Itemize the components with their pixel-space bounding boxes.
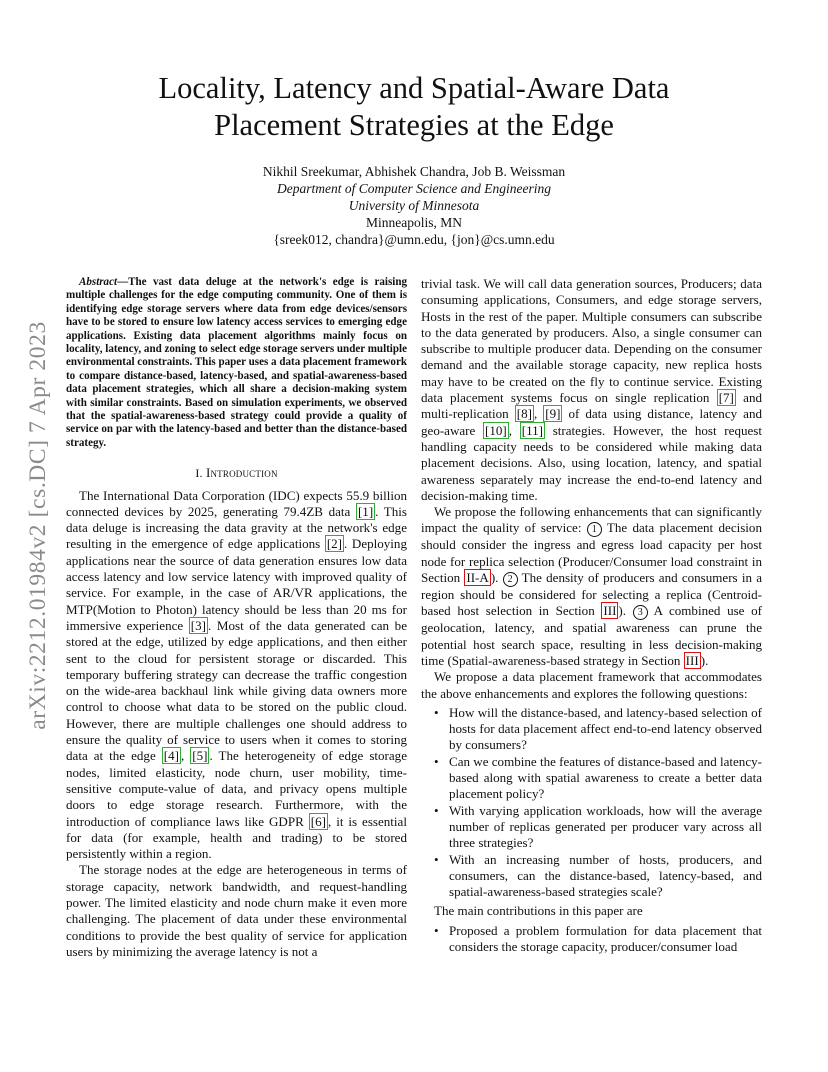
author-location: Minneapolis, MN bbox=[366, 215, 462, 230]
right-paragraph-1 bbox=[421, 276, 762, 504]
circled-number-3: 3 bbox=[633, 605, 648, 620]
text-run: of data using distance, latency and geo-aware bbox=[421, 406, 762, 438]
text-run: , bbox=[508, 422, 520, 438]
title-line-1: Locality, Latency and Spatial-Aware Data bbox=[158, 71, 670, 105]
text-run: ). bbox=[490, 570, 503, 586]
intro-paragraph-1 bbox=[66, 488, 407, 863]
citation-link[interactable]: [4] bbox=[163, 748, 179, 764]
author-university: University of Minnesota bbox=[348, 198, 480, 213]
author-department: Department of Computer Science and Engineering bbox=[276, 181, 552, 196]
abstract-body: —The vast data deluge at the network's edge is raising multiple challenges for the edge computing community. One of them is identifying edge storage servers where data from edge devices/sensors have to be stored to ensure low latency access services to emerging edge applications. Existing data placement algorithms mainly focus on locality, latency, and zoning to select edge storage servers under multiple environmental constraints. This paper uses a data placement framework to compare distance-based, latency-based, and spatial-awareness-based data placement strategies, which all share a decision-making system with similar constraints. Based on simulation experiments, we observed that the spatial-awareness-based strategy could provide a quality of service on par with the latency-based and better than the distance-based strategy. bbox=[66, 276, 407, 449]
list-item: • With an increasing number of hosts, producers, and consumers, can the distance-based, latency-based, and spatial-awareness-based strategies scale? bbox=[449, 852, 762, 901]
text-run: . Most of the data generated can be stored at the edge, utilized by edge applications, and then either sent to the cloud for persistent storage or discarded. This temporary buffering strategy can decrease the traffic congestion on the wide-area backhaul link while giving data owners more control to choose what data to be stored on the public cloud. However, there are multiple challenges one should address to ensure the quality of service to users when it comes to storing data at the edge bbox=[66, 617, 407, 764]
intro-paragraph-2: The storage nodes at the edge are heterogeneous in terms of storage capacity, network bandwidth, and request-handling power. The limited elasticity and node churn make it even more challenging. The placement of data under these environmental conditions to provide the best quality of service for application users by minimizing the average latency is not a bbox=[66, 862, 407, 959]
abstract bbox=[66, 276, 407, 450]
list-item: • Can we combine the features of distance-based and latency-based along with spatial awareness to create a better data placement policy? bbox=[449, 754, 762, 803]
text-run: , it is essential for data (for example, health and trading) to be stored persistently within a region. bbox=[66, 813, 407, 862]
circled-number-1: 1 bbox=[587, 522, 602, 537]
list-item: • With varying application workloads, how will the average number of replicas generated per producer vary across all three strategies? bbox=[449, 803, 762, 852]
right-column bbox=[421, 276, 762, 958]
citation-link[interactable]: [2] bbox=[326, 536, 343, 552]
right-paragraph-4: The main contributions in this paper are bbox=[434, 903, 643, 919]
section-link[interactable]: II-A bbox=[466, 570, 489, 586]
list-item: • How will the distance-based, and latency-based selection of hosts for data placement affect end-to-end latency observed by consumers? bbox=[449, 705, 762, 754]
citation-link[interactable]: [5] bbox=[192, 748, 208, 764]
text-run: ). bbox=[700, 652, 709, 668]
text-run: , bbox=[533, 406, 544, 422]
text-run: We propose the following enhancements that can significantly impact the quality of service: bbox=[421, 504, 762, 536]
abstract-lead: Abstract bbox=[79, 276, 118, 288]
text-run: strategies. However, the host request handling capacity needs to be considered while making data placement decisions. Also, using location, latency, and spatial awareness separately may increase the end-to-end latency and decision-making time. bbox=[421, 422, 762, 503]
left-column bbox=[66, 276, 407, 960]
right-paragraph-3: We propose a data placement framework that accommodates the above enhancements and explores the following questions: bbox=[421, 669, 762, 701]
arxiv-id: arXiv:2212.01984v2 [cs.DC] 7 Apr 2023 bbox=[24, 320, 51, 730]
author-names: Nikhil Sreekumar, Abhishek Chandra, Job B. Weissman bbox=[262, 164, 566, 179]
author-block bbox=[60, 163, 768, 248]
text-run: . The heterogeneity of edge storage nodes, limited elasticity, node churn, user mobility, time-sensitive compute-value of data, and privacy opens multiple doors to edge storage research. Furthermore, with the introduction of compliance laws like GDPR bbox=[66, 748, 407, 829]
text-run: The density of producers and consumers in a region should be considered for selecting a replica (Centroid-based host selection in Section bbox=[421, 570, 762, 619]
section-link[interactable]: III bbox=[685, 652, 699, 668]
text-run: A combined use of geolocation, latency, and spatial awareness can prune the potential host search space, resulting in less decision-making time (Spatial-awareness-based strategy in Section bbox=[421, 603, 762, 668]
list-item: • Proposed a problem formulation for data placement that considers the storage capacity, producer/consumer load bbox=[449, 923, 762, 956]
author-emails: {sreek012, chandra}@umn.edu, {jon}@cs.umn.edu bbox=[273, 232, 555, 247]
section-number: I. bbox=[195, 466, 206, 481]
paper-title bbox=[60, 70, 768, 144]
circled-number-2: 2 bbox=[503, 572, 518, 587]
section-link[interactable]: III bbox=[603, 603, 617, 619]
text-run: ). bbox=[618, 603, 633, 619]
text-run: . Deploying applications near the source of data generation ensures low data access latency and low service latency with improved quality of service. For example, in the case of AR/VR applications, the MTP(Motion to Photon) latency should be less than 20 ms for immersive experience bbox=[66, 536, 407, 633]
citation-link[interactable]: [3] bbox=[190, 617, 206, 633]
citation-link[interactable]: [10] bbox=[485, 422, 507, 438]
title-line-2: Placement Strategies at the Edge bbox=[214, 108, 614, 142]
question-list bbox=[421, 705, 762, 901]
section-title: Introduction bbox=[205, 465, 278, 481]
text-run: trivial task. We will call data generation sources, Producers; data consuming applications, Consumers, and edge storage servers, Hosts in the rest of the paper. Multiple consumers can subscribe to the data generated by producers. Also, a single consumer can subscribe to multiple producer data. Depending on the consumer demand and the available storage capacity, new replica hosts may have to be created on the fly to continue service. Existing data placement systems focus on single replication bbox=[421, 276, 762, 406]
citation-link[interactable]: [6] bbox=[310, 813, 326, 829]
section-heading-introduction bbox=[66, 465, 407, 481]
text-run: The data placement decision should consider the ingress and egress load capacity per host node for replica selection (Producer/Consumer load constraint in Section bbox=[421, 520, 762, 586]
contribution-list bbox=[421, 923, 762, 956]
text-run: , bbox=[180, 748, 191, 764]
text-run: and multi-replication bbox=[421, 390, 762, 422]
text-run: . This data deluge is increasing the data gravity at the network's edge resulting in the emergence of edge applications bbox=[66, 503, 407, 552]
text-run: The International Data Corporation (IDC) expects 55.9 billion connected devices by 2025, generating 79.4ZB data bbox=[66, 487, 407, 519]
arxiv-watermark bbox=[18, 290, 58, 760]
right-paragraph-2 bbox=[421, 504, 762, 669]
citation-link[interactable]: [7] bbox=[718, 390, 734, 406]
citation-link[interactable]: [1] bbox=[357, 503, 374, 519]
citation-link[interactable]: [11] bbox=[521, 422, 544, 438]
citation-link[interactable]: [9] bbox=[545, 406, 561, 422]
citation-link[interactable]: [8] bbox=[516, 406, 532, 422]
